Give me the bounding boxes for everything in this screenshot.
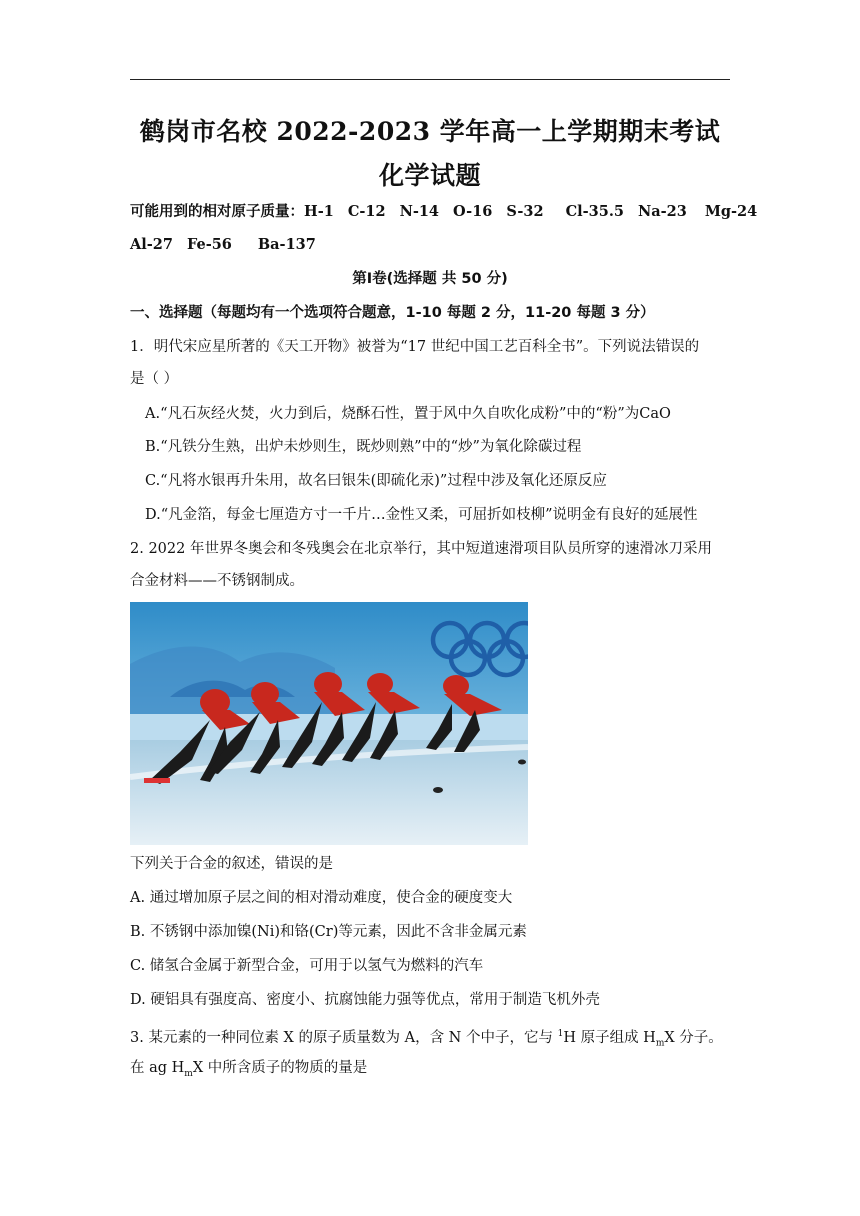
subject-title: 化学试题 bbox=[378, 161, 481, 190]
q2-option-c: C. 储氢合金属于新型合金，可用于以氢气为燃料的汽车 bbox=[130, 958, 484, 974]
q3-stem-line1 bbox=[130, 1024, 723, 1054]
mass-item: O-16 bbox=[453, 203, 493, 220]
q3-text: H 原子组成 H bbox=[563, 1029, 656, 1046]
atomic-mass-label: 可能用到的相对原子质量： bbox=[130, 203, 304, 220]
q1-option-d: D.“凡金箔，每金七厘造方寸一千片…金性又柔，可屈折如枝柳”说明金有良好的延展性 bbox=[145, 507, 698, 523]
q3-text: 3. 某元素的一种同位素 X 的原子质量数为 A，含 N 个中子，它与 bbox=[130, 1029, 558, 1046]
q1-option-b: B.“凡铁分生熟，出炉未炒则生，既炒则熟”中的“炒”为氧化除碳过程 bbox=[145, 439, 582, 455]
mass-item: C-12 bbox=[347, 203, 386, 220]
q1-stem-line2: 是（ ） bbox=[130, 371, 179, 387]
atomic-mass-row2 bbox=[130, 235, 330, 255]
q2-option-a: A. 通过增加原子层之间的相对滑动难度，使合金的硬度变大 bbox=[130, 890, 513, 906]
q2-option-b: B. 不锈钢中添加镍(Ni)和铬(Cr)等元素，因此不含非金属元素 bbox=[130, 924, 527, 940]
volume-title: 第Ⅰ卷(选择题 共 50 分) bbox=[352, 271, 508, 287]
mass-item: Fe-56 bbox=[186, 236, 232, 253]
top-rule bbox=[130, 79, 730, 80]
part-title: 一、选择题（每题均有一个选项符合题意，1-10 每题 2 分，11-20 每题 3 分） bbox=[130, 305, 655, 321]
q2-option-d: D. 硬铝具有强度高、密度小、抗腐蚀能力强等优点，常用于制造飞机外壳 bbox=[130, 992, 600, 1008]
mass-item: Na-23 bbox=[637, 203, 687, 220]
q3-superscript: 1 bbox=[557, 1029, 564, 1039]
mass-item: S-32 bbox=[506, 203, 544, 220]
q1-stem-line1: 1．明代宋应星所著的《天工开物》被誉为“17 世纪中国工艺百科全书”。下列说法错误的 bbox=[130, 339, 700, 355]
q3-stem-line2 bbox=[130, 1058, 367, 1084]
q1-option-c: C.“凡将水银再升朱用，故名曰银朱(即硫化汞)”过程中涉及氧化还原反应 bbox=[145, 473, 607, 489]
q3-text: X 中所含质子的物质的量是 bbox=[192, 1060, 368, 1076]
q1-option-a: A.“凡石灰经火焚，火力到后，烧酥石性，置于风中久自吹化成粉”中的“粉”为CaO bbox=[145, 406, 671, 422]
speed-skating-photo bbox=[130, 602, 528, 845]
exam-title: 鹤岗市名校 2022-2023 学年高一上学期期末考试 bbox=[139, 117, 721, 146]
mass-item: N-14 bbox=[399, 203, 440, 220]
q2-question: 下列关于合金的叙述，错误的是 bbox=[130, 856, 333, 872]
q2-stem-line1: 2. 2022 年世界冬奥会和冬残奥会在北京举行，其中短道速滑项目队员所穿的速滑冰刀采用 bbox=[130, 541, 712, 557]
mass-item: Al-27 bbox=[130, 236, 173, 253]
mass-item: H-1 bbox=[304, 203, 334, 220]
mass-item: Cl-35.5 bbox=[565, 203, 624, 220]
q3-subscript: m bbox=[655, 1038, 665, 1049]
q3-text: X 分子。 bbox=[664, 1029, 723, 1046]
q3-text: 在 ag H bbox=[130, 1060, 185, 1076]
q2-stem-line2: 合金材料——不锈钢制成。 bbox=[130, 573, 304, 589]
q3-subscript: m bbox=[184, 1068, 193, 1079]
mass-item: Mg-24 bbox=[704, 203, 758, 220]
mass-item: Ba-137 bbox=[257, 236, 316, 253]
atomic-mass-row1 bbox=[130, 202, 757, 222]
